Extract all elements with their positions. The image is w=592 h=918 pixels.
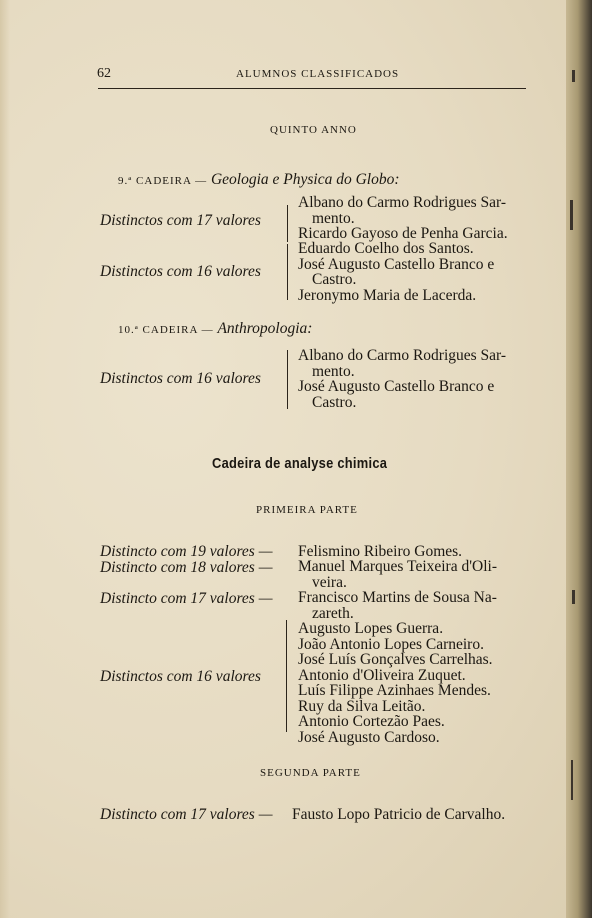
header-rule <box>98 88 526 89</box>
brace <box>286 620 293 732</box>
name-list <box>298 348 506 410</box>
list-item: José Augusto Cardoso. <box>298 728 440 746</box>
list-item: Ricardo Gayoso de Penha Garcia. <box>298 225 508 242</box>
list-item: zareth. <box>312 604 354 622</box>
section-year: QUINTO ANNO <box>270 124 357 136</box>
cadeira10-subject: Anthropologia: <box>217 320 313 337</box>
brace <box>287 205 294 242</box>
list-item: Manuel Marques Teixeira d'Oli- <box>298 558 497 575</box>
list-item: José Luís Gonçalves Carrelhas. <box>298 651 493 668</box>
entry-name <box>298 590 497 621</box>
cadeira10-label: 10.ª CADEIRA — <box>118 324 214 336</box>
list-item: mento. <box>312 362 355 380</box>
list-item: José Augusto Castello Branco e <box>298 255 495 273</box>
brace <box>287 244 294 300</box>
list-item: Augusto Lopes Guerra. <box>298 620 444 637</box>
list-item: João Antonio Lopes Carneiro. <box>298 635 484 653</box>
list-item: Albano do Carmo Rodrigues Sar- <box>298 347 507 364</box>
list-item: Francisco Martins de Sousa Na- <box>298 589 497 606</box>
list-item: Ruy da Silva Leitão. <box>298 697 426 715</box>
cadeira9-label: 9.ª CADEIRA — <box>118 175 208 187</box>
group-label: Distinctos com 17 valores <box>100 212 261 229</box>
page-edge-mark <box>570 200 573 230</box>
name-list <box>298 621 493 745</box>
name-list <box>298 195 508 242</box>
running-title: ALUMNOS CLASSIFICADOS <box>236 68 400 80</box>
page-shadow <box>0 0 10 918</box>
entry-name: Felismino Ribeiro Gomes. <box>298 543 463 560</box>
list-item: veira. <box>312 573 347 591</box>
entry-label: Distincto com 18 valores — <box>100 559 273 576</box>
list-item: Eduardo Coelho dos Santos. <box>298 240 474 257</box>
list-item: Castro. <box>312 393 357 411</box>
group-label: Distinctos com 16 valores <box>100 370 261 387</box>
page-edge-mark <box>572 70 575 82</box>
name-list <box>298 241 494 303</box>
part-title: SEGUNDA PARTE <box>260 767 361 779</box>
page-edge-mark <box>572 590 575 604</box>
page-number: 62 <box>97 66 111 81</box>
group-label: Distinctos com 16 valores <box>100 668 261 685</box>
section-heading: Cadeira de analyse chimica <box>212 455 388 472</box>
list-item: Castro. <box>312 271 357 288</box>
list-item: Antonio Cortezão Paes. <box>298 713 445 730</box>
page-edge-mark <box>571 760 573 800</box>
brace <box>287 350 294 409</box>
entry-name <box>298 559 497 590</box>
book-spine <box>566 0 592 918</box>
part-title: PRIMEIRA PARTE <box>256 504 358 516</box>
entry-label: Distincto com 17 valores — <box>100 806 273 823</box>
entry-label: Distincto com 19 valores — <box>100 543 273 560</box>
entry-name: Fausto Lopo Patricio de Carvalho. <box>292 806 506 823</box>
list-item: Antonio d'Oliveira Zuquet. <box>298 666 466 684</box>
group-label: Distinctos com 16 valores <box>100 263 261 280</box>
cadeira10-heading <box>118 320 312 338</box>
cadeira9-subject: Geologia e Physica do Globo: <box>210 171 400 188</box>
list-item: mento. <box>312 209 355 227</box>
list-item: Albano do Carmo Rodrigues Sar- <box>298 194 507 211</box>
entry-label: Distincto com 17 valores — <box>100 590 273 607</box>
cadeira9-heading <box>118 171 400 189</box>
list-item: Jeronymo Maria de Lacerda. <box>298 286 477 304</box>
list-item: Luís Filippe Azinhaes Mendes. <box>298 682 491 699</box>
list-item: José Augusto Castello Branco e <box>298 378 495 395</box>
